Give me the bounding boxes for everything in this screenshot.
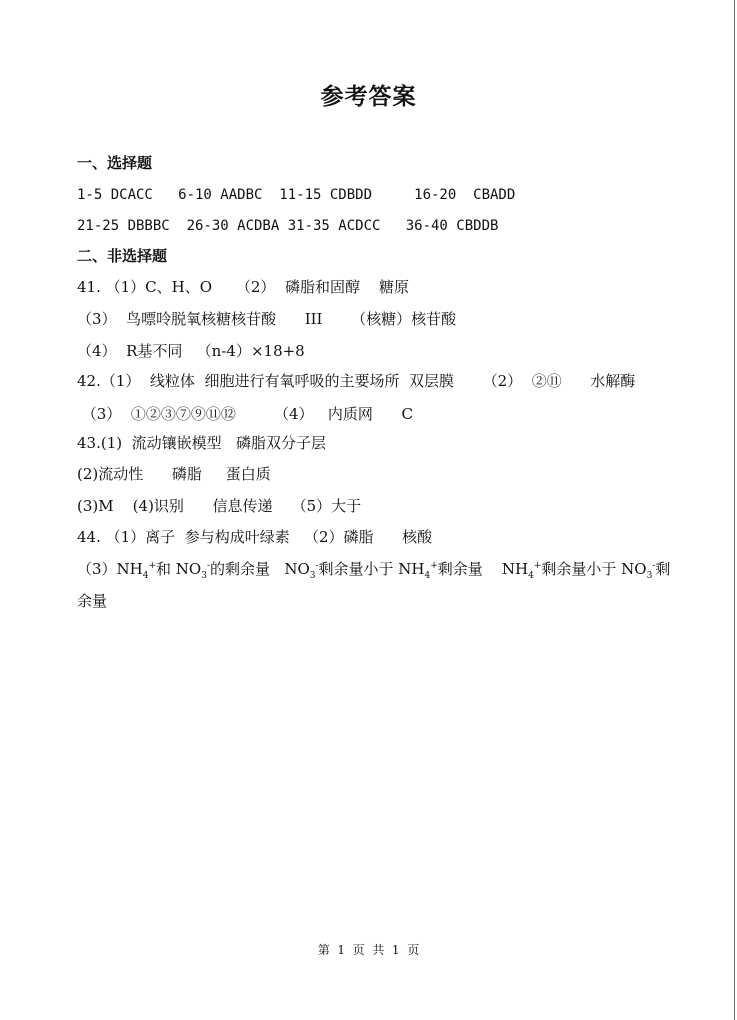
q44-line-3: 余量	[77, 592, 108, 610]
section-heading-non-choice: 二、非选择题	[77, 247, 168, 265]
q44-sup-1: +	[148, 561, 157, 571]
q44-sup-4: +	[430, 561, 438, 571]
q44-sup-3: -	[315, 561, 319, 571]
q44-text-3: 的剩余量 NO	[210, 560, 310, 578]
q42-line-1: 42.（1） 线粒体 细胞进行有氧呼吸的主要场所 双层膜 （2） ②⑪ 水解酶	[77, 372, 636, 390]
q44-sup-6: -	[652, 561, 656, 571]
q44-sub-5: 4	[528, 571, 534, 581]
q43-line-2: (2)流动性 磷脂 蛋白质	[77, 465, 271, 483]
page-footer: 第 1 页 共 1 页	[317, 943, 420, 957]
q42-line-2: （3） ①②③⑦⑨⑪⑫ （4） 内质网 C	[77, 405, 413, 423]
q44-sub-4: 4	[424, 571, 431, 581]
q44-text-4: 剩余量小于 NH	[318, 560, 425, 578]
q44-sub-2: 3	[201, 571, 207, 581]
q41-line-3: （4） R基不同 （n-4）×18+8	[77, 342, 305, 360]
mc-answers-line-1: 1-5 DCACC 6-10 AADBC 11-15 CDBDD 16-20 CBADD	[77, 187, 516, 203]
q43-line-3: (3)M (4)识别 信息传递 （5）大于	[77, 497, 362, 515]
q44-line-1: 44. （1）离子 参与构成叶绿素 （2）磷脂 核酸	[77, 528, 433, 546]
q41-line-2: （3） 鸟嘌呤脱氧核糖核苷酸 III （核糖）核苷酸	[77, 310, 457, 328]
page-right-border	[734, 0, 735, 1020]
q43-line-1: 43.(1) 流动镶嵌模型 磷脂双分子层	[77, 434, 326, 452]
section-heading-multiple-choice: 一、选择题	[77, 154, 153, 172]
q44-sub-6: 3	[646, 571, 653, 581]
q44-sup-2: -	[206, 561, 211, 571]
q44-sub-1: 4	[142, 571, 149, 581]
q41-line-1: 41. （1）C、H、O （2） 磷脂和固醇 糖原	[77, 278, 410, 296]
mc-answers-line-2: 21-25 DBBBC 26-30 ACDBA 31-35 ACDCC 36-40 CBDDB	[77, 218, 499, 234]
page-title: 参考答案	[320, 83, 417, 110]
q44-text-1: （3）NH	[77, 560, 143, 578]
q44-sub-3: 3	[309, 571, 316, 581]
q44-text-6: 剩余量小于 NO	[541, 560, 647, 578]
q44-text-5: 剩余量 NH	[437, 560, 529, 578]
q44-sup-5: +	[533, 561, 542, 571]
q44-line-2	[77, 559, 670, 579]
q44-text-2: 和 NO	[156, 560, 202, 578]
q44-text-7: 剩	[655, 560, 671, 578]
